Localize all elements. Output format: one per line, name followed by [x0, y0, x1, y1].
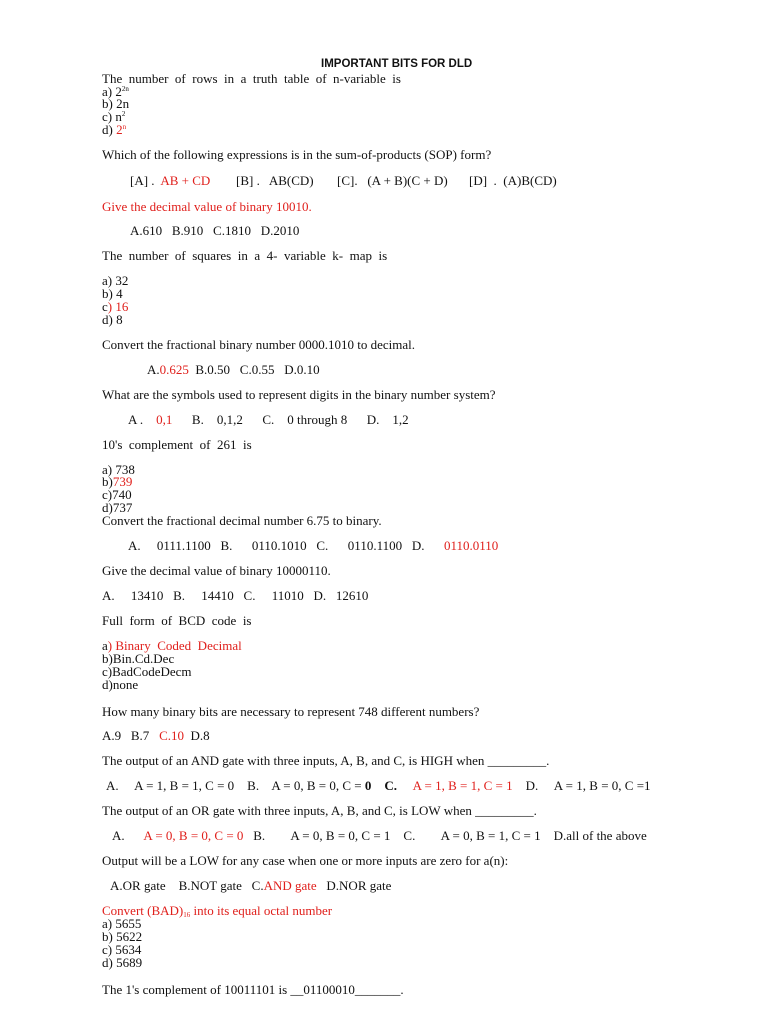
q10-option-d: d)none: [102, 677, 139, 692]
q7-option-b: b)739: [102, 474, 133, 489]
question-12: The output of an AND gate with three inputs, A, B, and C, is HIGH when _________.: [102, 753, 550, 768]
q5-options: A.0.625 B.0.50 C.0.55 D.0.10: [147, 362, 320, 377]
question-7: 10's complement of 261 is: [102, 437, 252, 452]
question-3: Give the decimal value of binary 10010.: [102, 199, 312, 214]
q15-option-c: c) 5634: [102, 942, 142, 957]
question-4: The number of squares in a 4- variable k- map is: [102, 248, 388, 263]
q10-option-c: c)BadCodeDecm: [102, 664, 192, 679]
question-11: How many binary bits are necessary to represent 748 different numbers?: [102, 704, 480, 719]
q1-option-d: d) 2$^n$: [102, 122, 127, 137]
answer-highlight: A = 1, B = 1, C = 1: [412, 778, 513, 793]
q4-option-d: d) 8: [102, 312, 123, 327]
q6-options: A . 0,1 B. 0,1,2 C. 0 through 8 D. 1,2: [128, 412, 409, 427]
q1-option-a: a) $2^{2n}$: [102, 84, 129, 99]
answer-highlight: ) Binary Coded Decimal: [107, 638, 242, 653]
question-15: Convert $(BAD)_{16}$ into its equal octal number: [102, 903, 333, 919]
question-1: The number of rows in a truth table of n-variable is: [102, 71, 401, 86]
q11-options: A.9 B.7 C.10 D.8: [102, 728, 210, 743]
answer-highlight: 739: [112, 474, 133, 489]
q4-option-a: a) 32: [102, 273, 129, 288]
question-13: The output of an OR gate with three inputs, A, B, and C, is LOW when _________.: [102, 803, 537, 818]
question-16: The 1's complement of 10011101 is __01100010_______.: [102, 982, 404, 997]
q14-options: A.OR gate B.NOT gate C.AND gate D.NOR gate: [110, 878, 392, 893]
question-9: Give the decimal value of binary 10000110.: [102, 563, 331, 578]
q1-option-b: b) 2n: [102, 96, 130, 111]
q15-option-b: b) 5622: [102, 929, 143, 944]
q7-option-d: d)737: [102, 500, 133, 515]
question-8: Convert the fractional decimal number 6.75 to binary.: [102, 513, 382, 528]
question-10: Full form of BCD code is: [102, 613, 252, 628]
q3-options: A.610 B.910 C.1810 D.2010: [130, 223, 300, 238]
page-title: IMPORTANT BITS FOR DLD: [321, 58, 473, 70]
answer-highlight: 0.625: [159, 362, 189, 377]
q7-option-c: c)740: [102, 487, 132, 502]
q4-option-c: c) 16: [102, 299, 129, 314]
q15-option-d: d) 5689: [102, 955, 143, 970]
question-6: What are the symbols used to represent digits in the binary number system?: [102, 387, 496, 402]
q2-option-a: [A] . AB + CD: [130, 173, 211, 188]
q10-option-a: a) Binary Coded Decimal: [102, 638, 242, 653]
q15-option-a: a) 5655: [102, 916, 142, 931]
answer-highlight: C.10: [159, 728, 184, 743]
question-5: Convert the fractional binary number 0000.1010 to decimal.: [102, 337, 415, 352]
q1-option-c: c) $n^2$: [102, 109, 126, 124]
q2-option-b: [B] . AB(CD): [236, 173, 314, 188]
q10-option-b: b)Bin.Cd.Dec: [102, 651, 175, 666]
q2-option-d: [D] . (A)B(CD): [469, 173, 557, 188]
answer-highlight: AB + CD: [160, 173, 211, 188]
question-2: Which of the following expressions is in the sum-of-products (SOP) form?: [102, 147, 492, 162]
answer-highlight: A = 0, B = 0, C = 0: [143, 828, 244, 843]
answer-highlight: AND gate: [263, 878, 317, 893]
q7-option-a: a) 738: [102, 462, 135, 477]
answer-highlight: 0,1: [156, 412, 173, 427]
q4-option-b: b) 4: [102, 286, 123, 301]
question-14: Output will be a LOW for any case when one or more inputs are zero for a(n):: [102, 853, 509, 868]
q2-option-c: [C]. (A + B)(C + D): [337, 173, 448, 188]
answer-highlight: 2: [116, 122, 123, 137]
q13-options: A. A = 0, B = 0, C = 0 B. A = 0, B = 0, C = 1 C. A = 0, B = 1, C = 1 D.all of the above: [112, 828, 647, 843]
q12-options: A. A = 1, B = 1, C = 0 B. A = 0, B = 0, C = 0 C. A = 1, B = 1, C = 1 D. A = 1, B = 0, C =1: [106, 778, 651, 793]
answer-highlight: 0110.0110: [443, 538, 499, 553]
q9-options: A. 13410 B. 14410 C. 11010 D. 12610: [102, 588, 369, 603]
q8-options: A. 0111.1100 B. 0110.1010 C. 0110.1100 D. 0110.0110: [128, 538, 499, 553]
answer-highlight: ) 16: [107, 299, 129, 314]
